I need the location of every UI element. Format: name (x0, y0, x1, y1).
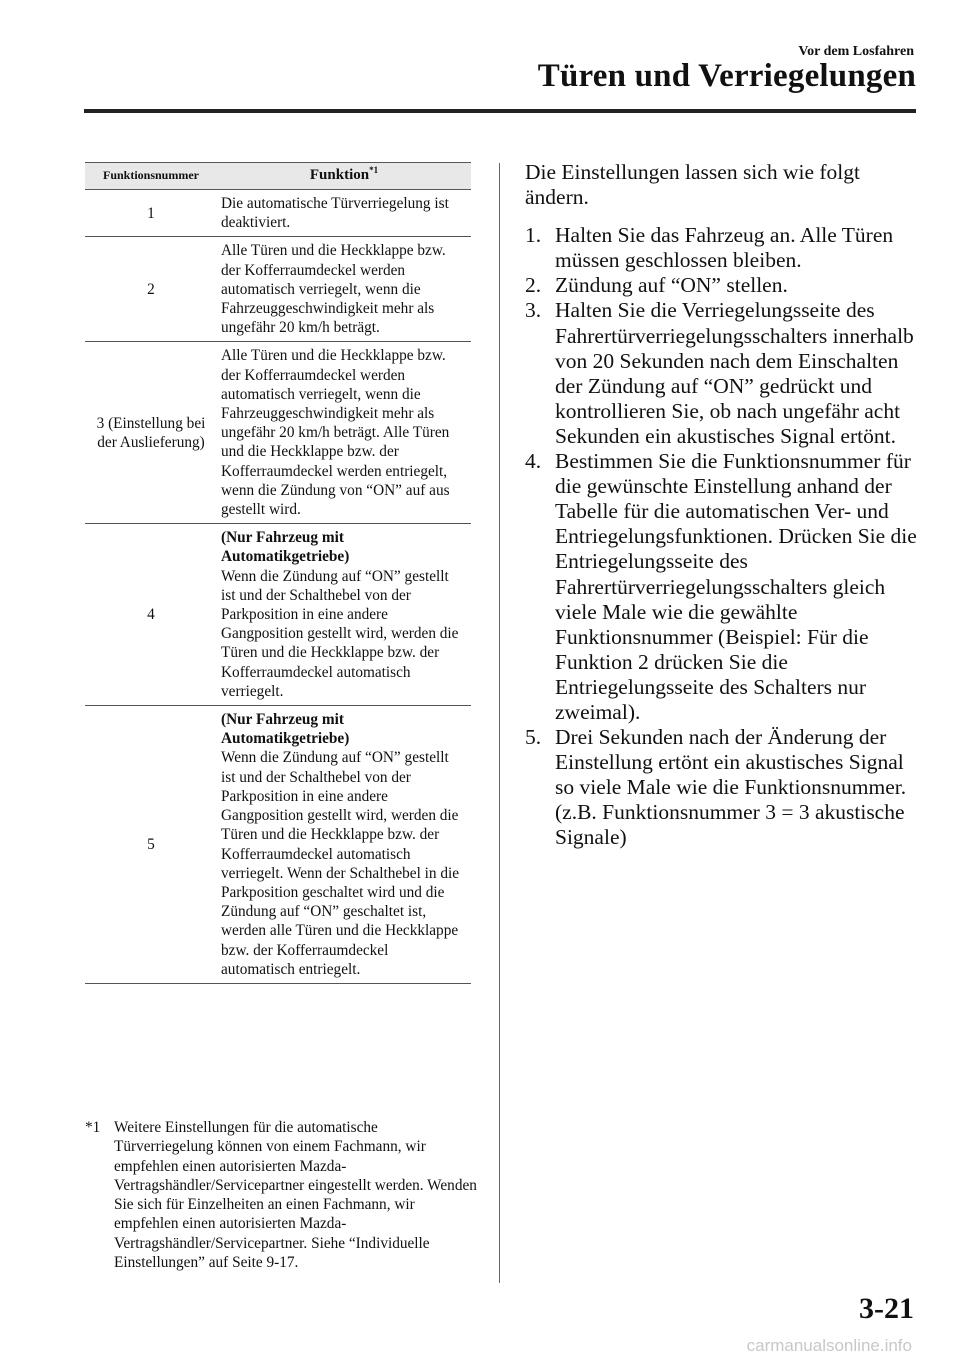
steps-list (525, 223, 920, 850)
step-item (525, 223, 920, 273)
step-number: 5. (525, 725, 542, 750)
step-number: 3. (525, 298, 542, 323)
table-row (85, 524, 471, 706)
footnote-text: Weitere Einstellungen für die automatische Türverriegelung können von einem Fachmann, wir empfehlen einen autorisierten Mazda-Vertragshändler/Servicepartner eingestellt werden. Wenden Sie sich für Einzelheiten an einen Fachmann, wir empfehlen einen autorisierten Mazda-Vertragshändler/Servicepartner. Siehe “Individuelle Einstellungen” auf Seite 9-17. (114, 1119, 477, 1272)
watermark: carmanualsonline.info (746, 1336, 912, 1355)
page-title: Türen und Verriegelungen (537, 58, 916, 94)
step-text: Zündung auf “ON” stellen. (555, 273, 788, 298)
function-number: 4 (85, 524, 217, 706)
table-header-row (85, 163, 471, 190)
function-condition: (Nur Fahrzeug mit Automatikgetriebe) (221, 711, 350, 748)
column-header-function (217, 163, 471, 190)
function-description: Alle Türen und die Heckklappe bzw. der Kofferraumdeckel werden automatisch verriegelt, wenn die Fahrzeuggeschwindigkeit mehr als ungefähr 20 km/h beträgt. (217, 237, 471, 342)
instructions (525, 160, 920, 851)
table-row (85, 706, 471, 984)
column-header-number: Funktionsnummer (85, 163, 217, 190)
function-description: Wenn die Zündung auf “ON” gestellt ist und der Schalthebel von der Parkposition in eine andere Gangposition gestellt wird, werden die Türen und die Heckklappe bzw. der Kofferraumdeckel automatisch verriegelt. (221, 567, 459, 700)
function-description: Wenn die Zündung auf “ON” gestellt ist und der Schalthebel von der Parkposition in eine andere Gangposition gestellt wird, werden die Türen und die Heckklappe bzw. der Kofferraumdeckel automatisch verriegelt. Wenn der Schalthebel in die Parkposition geschaltet wird und die Zündung auf “ON” geschaltet ist, werden alle Türen und die Heckklappe bzw. der Kofferraumdeckel automatisch entriegelt. (221, 749, 460, 978)
footnote (85, 1118, 477, 1272)
step-text: Halten Sie die Verriegelungsseite des Fahrertürverriegelungsschalters innerhalb von 20 Sekunden nach dem Einschalten der Zündung auf “ON” gedrückt und kontrollieren Sie, ob nach ungefähr acht Sekunden ein akustisches Signal ertönt. (555, 298, 914, 448)
function-number: 2 (85, 237, 217, 342)
step-number: 4. (525, 449, 542, 474)
step-text: Halten Sie das Fahrzeug an. Alle Türen müssen geschlossen bleiben. (555, 223, 894, 273)
table-row (85, 342, 471, 524)
step-number: 2. (525, 273, 542, 298)
header-divider (84, 109, 916, 113)
function-table (85, 162, 471, 984)
table-row (85, 190, 471, 237)
function-cell (217, 524, 471, 706)
instructions-intro: Die Einstellungen lassen sich wie folgt ändern. (525, 160, 860, 210)
column-divider (499, 163, 500, 1283)
step-text: Bestimmen Sie die Funktionsnummer für die gewünschte Einstellung anhand der Tabelle für die automatischen Ver- und Entriegelungsfunktionen. Drücken Sie die Entriegelungsseite des Fahrertürverriegelungsschalters gleich viele Male wie die gewählte Funktionsnummer (Beispiel: Für die Funktion 2 drücken Sie die Entriegelungsseite des Schalters nur zweimal). (555, 449, 917, 724)
step-item (525, 298, 920, 449)
function-number: 1 (85, 190, 217, 237)
step-number: 1. (525, 223, 542, 248)
table-row (85, 237, 471, 342)
page-number: 3-21 (859, 1292, 914, 1325)
step-item (525, 273, 920, 298)
function-number: 3 (Einstellung bei der Auslieferung) (85, 342, 217, 524)
function-cell (217, 706, 471, 984)
step-item (525, 449, 920, 725)
footnote-mark: *1 (85, 1119, 101, 1136)
function-condition: (Nur Fahrzeug mit Automatikgetriebe) (221, 529, 350, 566)
function-number: 5 (85, 706, 217, 984)
function-description: Alle Türen und die Heckklappe bzw. der Kofferraumdeckel werden automatisch verriegelt, wenn die Fahrzeuggeschwindigkeit mehr als ungefähr 20 km/h beträgt. Alle Türen und die Heckklappe bzw. der Kofferraumdeckel werden entriegelt, wenn die Zündung von “ON” auf aus gestellt wird. (217, 342, 471, 524)
footnote-ref: *1 (369, 165, 379, 176)
column-header-function-label: Funktion (309, 167, 370, 184)
step-text: Drei Sekunden nach der Änderung der Einstellung ertönt ein akustisches Signal so viele Male wie die Funktionsnummer. (z.B. Funktionsnummer 3 = 3 akustische Signale) (555, 725, 907, 850)
step-item (525, 725, 920, 850)
function-description: Die automatische Türverriegelung ist deaktiviert. (217, 190, 471, 237)
section-label: Vor dem Losfahren (798, 44, 914, 59)
